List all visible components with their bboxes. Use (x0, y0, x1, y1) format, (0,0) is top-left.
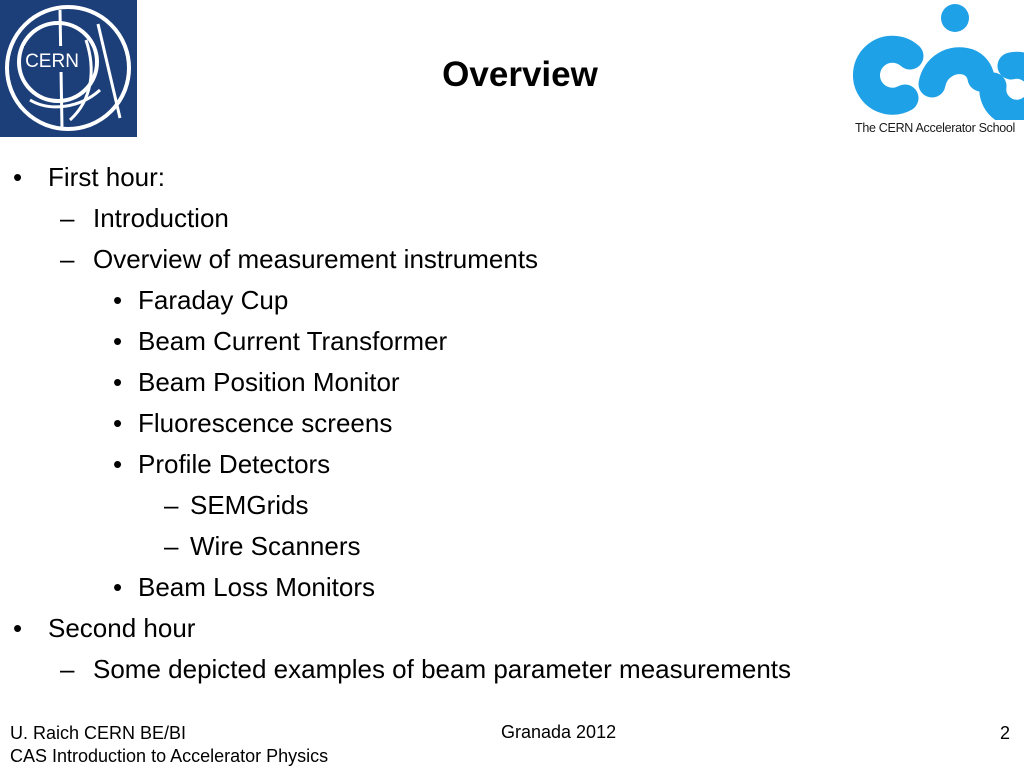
dash-marker: – (60, 244, 75, 274)
page-number: 2 (1000, 723, 1011, 743)
footer-event: Granada 2012 (501, 722, 617, 742)
list-item: SEMGrids (190, 490, 309, 520)
list-item: Second hour (48, 613, 196, 643)
page-title: Overview (442, 55, 598, 94)
footer-author: U. Raich CERN BE/BI (10, 723, 187, 743)
dash-marker: – (60, 203, 75, 233)
list-item: Wire Scanners (190, 531, 361, 561)
bullet-marker: • (13, 613, 23, 643)
dash-marker: – (164, 490, 179, 520)
list-item: Some depicted examples of beam parameter measurements (93, 654, 792, 684)
list-item: Beam Loss Monitors (138, 572, 375, 602)
bullet-marker: • (13, 162, 23, 192)
bullet-marker: • (113, 285, 123, 315)
bullet-marker: • (113, 408, 123, 438)
list-item: First hour: (48, 162, 166, 192)
bullet-marker: • (113, 572, 123, 602)
cern-logo-text: CERN (25, 51, 79, 72)
footer-course: CAS Introduction to Accelerator Physics (10, 746, 329, 766)
cas-logo-caption: The CERN Accelerator School (855, 121, 1016, 135)
dash-marker: – (60, 654, 75, 684)
bullet-marker: • (113, 367, 123, 397)
list-item: Fluorescence screens (138, 408, 393, 438)
list-item: Profile Detectors (138, 449, 331, 479)
dash-marker: – (164, 531, 179, 561)
bullet-marker: • (113, 326, 123, 356)
list-item: Beam Current Transformer (138, 326, 448, 356)
cas-logo (853, 0, 1024, 140)
list-item: Faraday Cup (138, 285, 289, 315)
list-item: Beam Position Monitor (138, 367, 400, 397)
bullet-marker: • (113, 449, 123, 479)
list-item: Overview of measurement instruments (93, 244, 539, 274)
list-item: Introduction (93, 203, 229, 233)
